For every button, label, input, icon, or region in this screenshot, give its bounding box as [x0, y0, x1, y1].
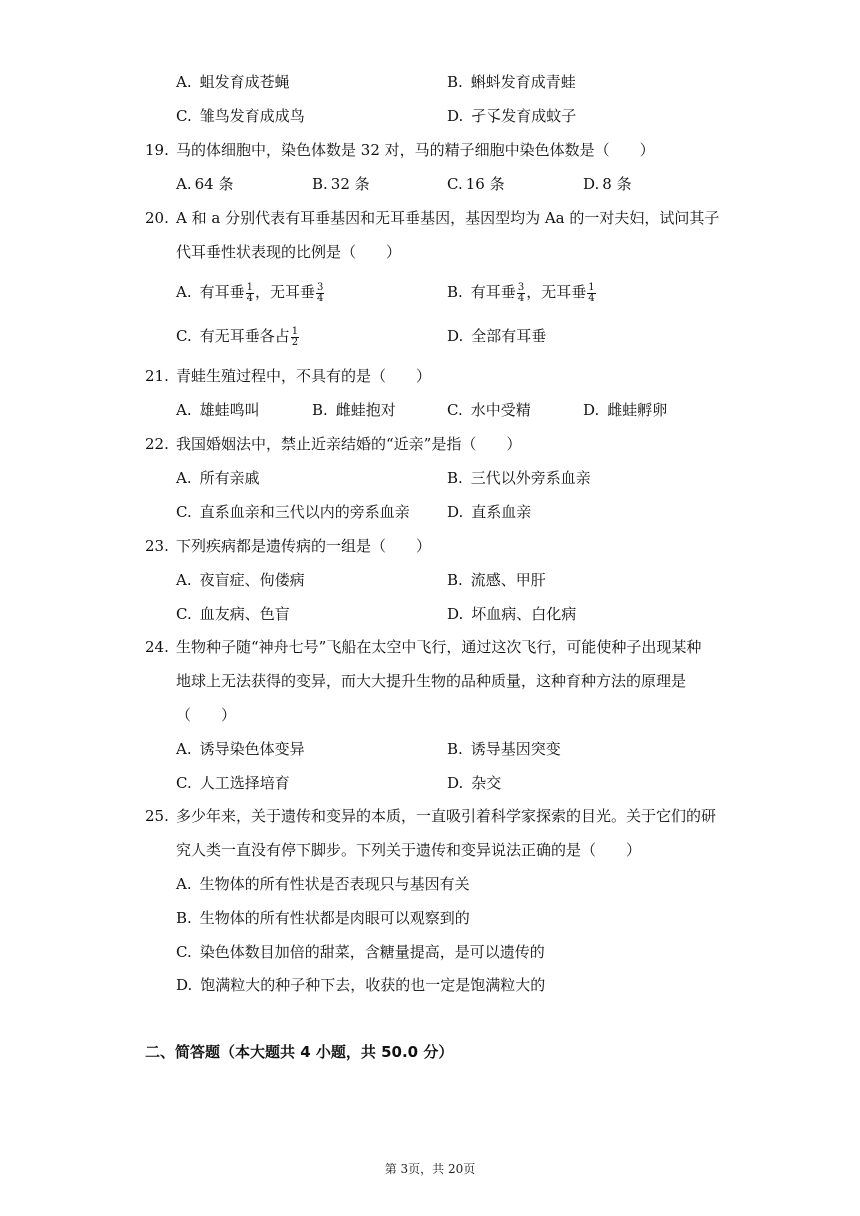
fraction-numerator: 1	[588, 281, 595, 293]
option-label: C.	[176, 605, 192, 623]
option-text: 夜盲症、佝偻病	[199, 571, 305, 589]
q24-number: 24.	[145, 638, 169, 656]
option-text: 雏鸟发育成成鸟	[199, 107, 305, 125]
q18-option-a	[176, 72, 290, 92]
q23-option-a	[176, 570, 305, 590]
option-label: A.	[176, 571, 192, 589]
fraction	[246, 283, 254, 304]
q23-option-c	[176, 604, 290, 624]
q24-stem-line3: （ ）	[176, 706, 237, 724]
q22-option-a	[176, 468, 260, 488]
q19-option-c	[447, 174, 505, 194]
option-label: C.	[447, 175, 463, 193]
q20-option-a	[176, 282, 325, 304]
q19-number: 19.	[145, 141, 169, 159]
q21-stem: 青蛙生殖过程中，不具有的是（ ）	[176, 367, 432, 385]
option-text: ，无耳垂	[526, 283, 587, 301]
option-label: A.	[176, 875, 192, 893]
q25-stem-line2: 究人类一直没有停下脚步。下列关于遗传和变异说法正确的是（ ）	[176, 841, 642, 859]
q22-stem: 我国婚姻法中，禁止近亲结婚的“近亲”是指（ ）	[176, 435, 522, 453]
page-footer: 第 3页，共 20页	[384, 1162, 476, 1176]
q23-number: 23.	[145, 537, 169, 555]
option-label: D.	[447, 107, 464, 125]
option-text: 32 条	[330, 175, 370, 193]
fraction-numerator: 3	[317, 281, 324, 293]
option-text: 16 条	[465, 175, 505, 193]
q18-option-d	[447, 106, 576, 126]
q22-number: 22.	[145, 435, 169, 453]
fraction-numerator: 1	[291, 325, 299, 337]
option-text: 血友病、色盲	[199, 605, 290, 623]
q24-option-d	[447, 773, 501, 793]
option-text: 生物体的所有性状是否表现只与基因有关	[199, 875, 470, 893]
option-label: B.	[447, 73, 463, 91]
q22-option-b	[447, 468, 591, 488]
option-label: D.	[447, 774, 464, 792]
option-text: 蛆发育成苍蝇	[199, 73, 290, 91]
q24-option-a	[176, 739, 305, 759]
fraction-numerator: 3	[517, 281, 525, 293]
option-text: ，无耳垂	[255, 283, 316, 301]
q23-option-b	[447, 570, 546, 590]
option-text: 8 条	[602, 175, 632, 193]
option-text: 三代以外旁系血亲	[470, 469, 591, 487]
fraction	[517, 283, 525, 304]
option-label: B.	[447, 469, 463, 487]
option-text: 有耳垂	[199, 283, 245, 301]
option-text: 染色体数目加倍的甜菜，含糖量提高，是可以遗传的	[199, 943, 545, 961]
q24-option-b	[447, 739, 561, 759]
option-text: 雌蛙孵卵	[607, 401, 668, 419]
option-label: D.	[447, 503, 464, 521]
option-text: 雌蛙抱对	[335, 401, 396, 419]
q22-option-c	[176, 502, 410, 522]
option-label: B.	[447, 283, 463, 301]
option-text: 所有亲戚	[199, 469, 260, 487]
option-text: 直系血亲	[471, 503, 532, 521]
fraction-numerator: 1	[246, 281, 253, 293]
q22-option-d	[447, 502, 531, 522]
q20-stem-line1: A 和 a 分别代表有耳垂基因和无耳垂基因，基因型均为 Aa 的一对夫妇，试问其子	[176, 209, 720, 227]
fraction	[587, 283, 595, 304]
q24-stem-line1: 生物种子随“神舟七号”飞船在太空中飞行，通过这次飞行，可能使种子出现某种	[176, 638, 702, 656]
q25-stem-line1: 多少年来，关于遗传和变异的本质，一直吸引着科学家探索的目光。关于它们的研	[176, 807, 717, 825]
q25-option-d	[176, 975, 545, 995]
option-label: D.	[176, 976, 193, 994]
option-label: D.	[447, 327, 464, 345]
fraction	[316, 283, 324, 304]
option-text: 蝌蚪发育成青蛙	[470, 73, 576, 91]
option-label: C.	[176, 503, 192, 521]
q21-number: 21.	[145, 367, 169, 385]
q20-option-b	[447, 282, 597, 304]
option-label: A.	[176, 73, 192, 91]
option-label: C.	[176, 774, 192, 792]
q18-option-c	[176, 106, 305, 126]
q19-stem: 马的体细胞中，染色体数是 32 对，马的精子细胞中染色体数是（ ）	[176, 141, 655, 159]
option-label: A.	[176, 740, 192, 758]
option-label: B.	[176, 909, 192, 927]
fraction-denominator: 2	[291, 336, 299, 348]
option-label: C.	[176, 107, 192, 125]
option-label: B.	[312, 175, 328, 193]
option-text: 孑孓发育成蚊子	[471, 107, 577, 125]
option-text: 饱满粒大的种子种下去，收获的也一定是饱满粒大的	[200, 976, 546, 994]
option-label: B.	[447, 740, 463, 758]
q20-option-d	[447, 326, 546, 346]
option-text: 全部有耳垂	[471, 327, 547, 345]
q20-stem-line2: 代耳垂性状表现的比例是（ ）	[176, 243, 402, 261]
q24-option-c	[176, 773, 290, 793]
option-text: 诱导染色体变异	[199, 740, 305, 758]
q19-option-b	[312, 174, 370, 194]
option-label: A.	[176, 469, 192, 487]
q20-number: 20.	[145, 209, 169, 227]
option-text: 生物体的所有性状都是肉眼可以观察到的	[199, 909, 470, 927]
q20-option-c	[176, 326, 300, 348]
q21-option-c	[447, 400, 531, 420]
option-text: 坏血病、白化病	[471, 605, 577, 623]
q25-option-c	[176, 942, 545, 962]
option-label: C.	[447, 401, 463, 419]
option-label: B.	[447, 571, 463, 589]
q24-stem-line2: 地球上无法获得的变异，而大大提升生物的品种质量，这种育种方法的原理是	[176, 672, 687, 690]
q21-option-a	[176, 400, 260, 420]
option-text: 杂交	[471, 774, 502, 792]
option-text: 流感、甲肝	[470, 571, 546, 589]
option-label: D.	[583, 175, 600, 193]
option-label: C.	[176, 327, 192, 345]
option-text: 人工选择培育	[199, 774, 290, 792]
fraction-denominator: 4	[246, 292, 253, 304]
q23-stem: 下列疾病都是遗传病的一组是（ ）	[176, 537, 432, 555]
option-text: 直系血亲和三代以内的旁系血亲	[199, 503, 410, 521]
q21-option-d	[583, 400, 667, 420]
fraction-denominator: 4	[517, 292, 525, 304]
fraction-denominator: 4	[317, 292, 324, 304]
option-label: A.	[176, 401, 192, 419]
option-label: A.	[176, 283, 192, 301]
q21-option-b	[312, 400, 396, 420]
option-label: A.	[176, 175, 192, 193]
option-label: D.	[583, 401, 600, 419]
option-text: 有耳垂	[470, 283, 516, 301]
fraction	[291, 327, 299, 348]
option-label: B.	[312, 401, 328, 419]
section-heading: 二、简答题（本大题共 4 小题，共 50.0 分）	[145, 1043, 454, 1061]
q23-option-d	[447, 604, 576, 624]
option-text: 诱导基因突变	[470, 740, 561, 758]
option-text: 有无耳垂各占	[199, 327, 290, 345]
q25-number: 25.	[145, 807, 169, 825]
q25-option-b	[176, 908, 470, 928]
option-text: 水中受精	[470, 401, 531, 419]
q25-option-a	[176, 874, 470, 894]
option-text: 64 条	[194, 175, 234, 193]
option-text: 雄蛙鸣叫	[199, 401, 260, 419]
option-label: D.	[447, 605, 464, 623]
option-label: C.	[176, 943, 192, 961]
q19-option-a	[176, 174, 233, 194]
q18-option-b	[447, 72, 576, 92]
fraction-denominator: 4	[588, 292, 595, 304]
q19-option-d	[583, 174, 632, 194]
